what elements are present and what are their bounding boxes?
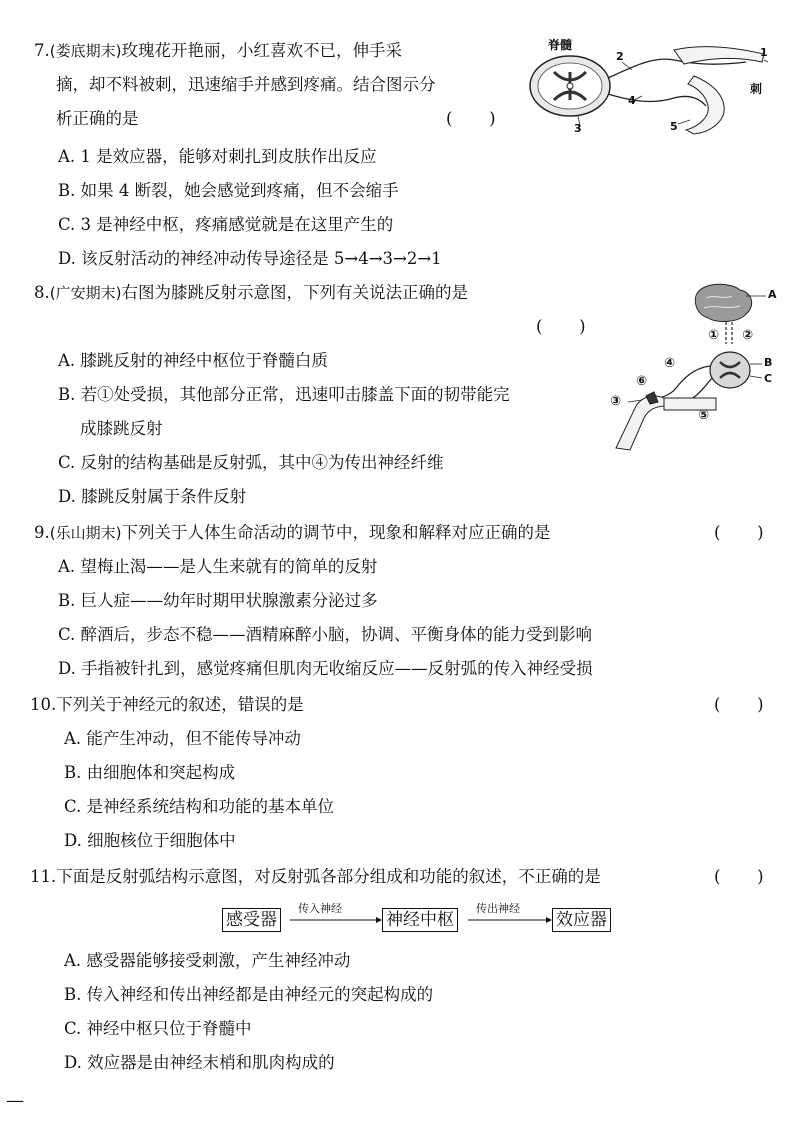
q8-figure <box>606 278 782 454</box>
q8-fig-label-a: A <box>768 288 777 301</box>
q11-number: 11. <box>30 867 57 886</box>
q8-fig-label-5: ⑤ <box>698 408 710 423</box>
q8-stem-text: 右图为膝跳反射示意图，下列有关说法正确的是 <box>121 283 468 302</box>
q10-option-c[interactable]: C. 是神经系统结构和功能的基本单位 <box>64 797 335 816</box>
q11-box-center: 神经中枢 <box>382 908 458 932</box>
q8-fig-label-4: ④ <box>664 356 676 371</box>
q11-box-effector: 效应器 <box>552 908 611 932</box>
q9-option-a[interactable]: A. 望梅止渴——是人生来就有的简单的反射 <box>58 557 378 576</box>
q7-stem-line2: 摘，却不料被刺，迅速缩手并感到疼痛。结合图示分 <box>56 75 436 94</box>
footer-dash: — <box>6 1090 24 1111</box>
q9-stem-text: 下列关于人体生命活动的调节中，现象和解释对应正确的是 <box>121 523 551 542</box>
q11-answer-blank[interactable]: ( ) <box>714 867 764 886</box>
q9-stem-line <box>34 522 550 544</box>
q10-option-b[interactable]: B. 由细胞体和突起构成 <box>64 763 236 782</box>
q11-option-a[interactable]: A. 感受器能够接受刺激，产生神经冲动 <box>64 951 351 970</box>
q8-number: 8. <box>34 283 50 302</box>
q8-fig-label-3: ③ <box>610 394 622 409</box>
q10-option-d[interactable]: D. 细胞核位于细胞体中 <box>64 831 236 850</box>
q7-option-a[interactable]: A. 1 是效应器，能够对刺扎到皮肤作出反应 <box>58 147 377 166</box>
q7-source: (娄底期末) <box>49 42 122 60</box>
q10-stem-line <box>30 694 304 716</box>
q8-fig-label-1: ① <box>708 328 720 343</box>
q7-fig-label-2: 2 <box>616 50 624 63</box>
q7-fig-label-5: 5 <box>670 120 678 133</box>
q7-option-d[interactable]: D. 该反射活动的神经冲动传导途径是 5→4→3→2→1 <box>58 249 442 268</box>
q7-fig-label-3: 3 <box>574 122 582 135</box>
q7-fig-thorn-label: 刺 <box>750 82 763 96</box>
q11-arrow2-label: 传出神经 <box>476 902 520 915</box>
q7-fig-label-1: 1 <box>760 46 768 59</box>
q7-fig-label-4: 4 <box>628 94 636 107</box>
q9-source: (乐山期末) <box>49 524 122 542</box>
q8-fig-label-6: ⑥ <box>636 374 648 389</box>
q8-option-d[interactable]: D. 膝跳反射属于条件反射 <box>58 487 247 506</box>
q11-option-c[interactable]: C. 神经中枢只位于脊髓中 <box>64 1019 252 1038</box>
q9-number: 9. <box>34 523 50 542</box>
q7-answer-blank[interactable]: ( ) <box>446 109 496 128</box>
q11-diagram <box>222 898 622 938</box>
q11-box-receptor: 感受器 <box>222 908 281 932</box>
q7-stem-line1 <box>34 40 402 62</box>
q8-fig-label-c: C <box>764 372 773 385</box>
q8-figure-drawing <box>606 278 782 454</box>
q8-source: (广安期末) <box>49 284 122 302</box>
q11-option-d[interactable]: D. 效应器是由神经末梢和肌肉构成的 <box>64 1053 335 1072</box>
q9-answer-blank[interactable]: ( ) <box>714 523 764 542</box>
q9-option-d[interactable]: D. 手指被针扎到，感觉疼痛但肌肉无收缩反应——反射弧的传入神经受损 <box>58 659 593 678</box>
q7-number: 7. <box>34 41 50 60</box>
q11-stem-text: 下面是反射弧结构示意图，对反射弧各部分组成和功能的叙述，不正确的是 <box>56 867 601 886</box>
q9-option-c[interactable]: C. 醉酒后，步态不稳——酒精麻醉小脑，协调、平衡身体的能力受到影响 <box>58 625 593 644</box>
q8-fig-label-b: B <box>764 356 773 369</box>
q7-option-c[interactable]: C. 3 是神经中枢，疼痛感觉就是在这里产生的 <box>58 215 394 234</box>
q7-figure <box>524 36 770 136</box>
q8-stem-line <box>34 282 468 304</box>
q8-option-b[interactable]: B. 若①处受损，其他部分正常，迅速叩击膝盖下面的韧带能完 <box>58 385 510 404</box>
q8-option-c[interactable]: C. 反射的结构基础是反射弧，其中④为传出神经纤维 <box>58 453 444 472</box>
q10-stem-text: 下列关于神经元的叙述，错误的是 <box>56 695 304 714</box>
q10-option-a[interactable]: A. 能产生冲动，但不能传导冲动 <box>64 729 301 748</box>
q10-answer-blank[interactable]: ( ) <box>714 695 764 714</box>
q7-option-b[interactable]: B. 如果 4 断裂，她会感觉到疼痛，但不会缩手 <box>58 181 399 200</box>
q8-option-a[interactable]: A. 膝跳反射的神经中枢位于脊髓白质 <box>58 351 328 370</box>
q10-number: 10. <box>30 695 57 714</box>
q11-stem-line <box>30 866 601 888</box>
q8-option-b-cont: 成膝跳反射 <box>80 419 163 438</box>
q9-option-b[interactable]: B. 巨人症——幼年时期甲状腺激素分泌过多 <box>58 591 378 610</box>
q8-fig-label-2: ② <box>742 328 754 343</box>
q8-answer-blank[interactable]: ( ) <box>536 317 586 336</box>
q7-stem-line3: 析正确的是 <box>56 109 139 128</box>
q11-arrow1-label: 传入神经 <box>298 902 342 915</box>
q11-option-b[interactable]: B. 传入神经和传出神经都是由神经元的突起构成的 <box>64 985 434 1004</box>
q7-fig-spinal-label: 脊髓 <box>548 38 573 52</box>
q7-stem-text: 玫瑰花开艳丽，小红喜欢不已，伸手采 <box>121 41 402 60</box>
